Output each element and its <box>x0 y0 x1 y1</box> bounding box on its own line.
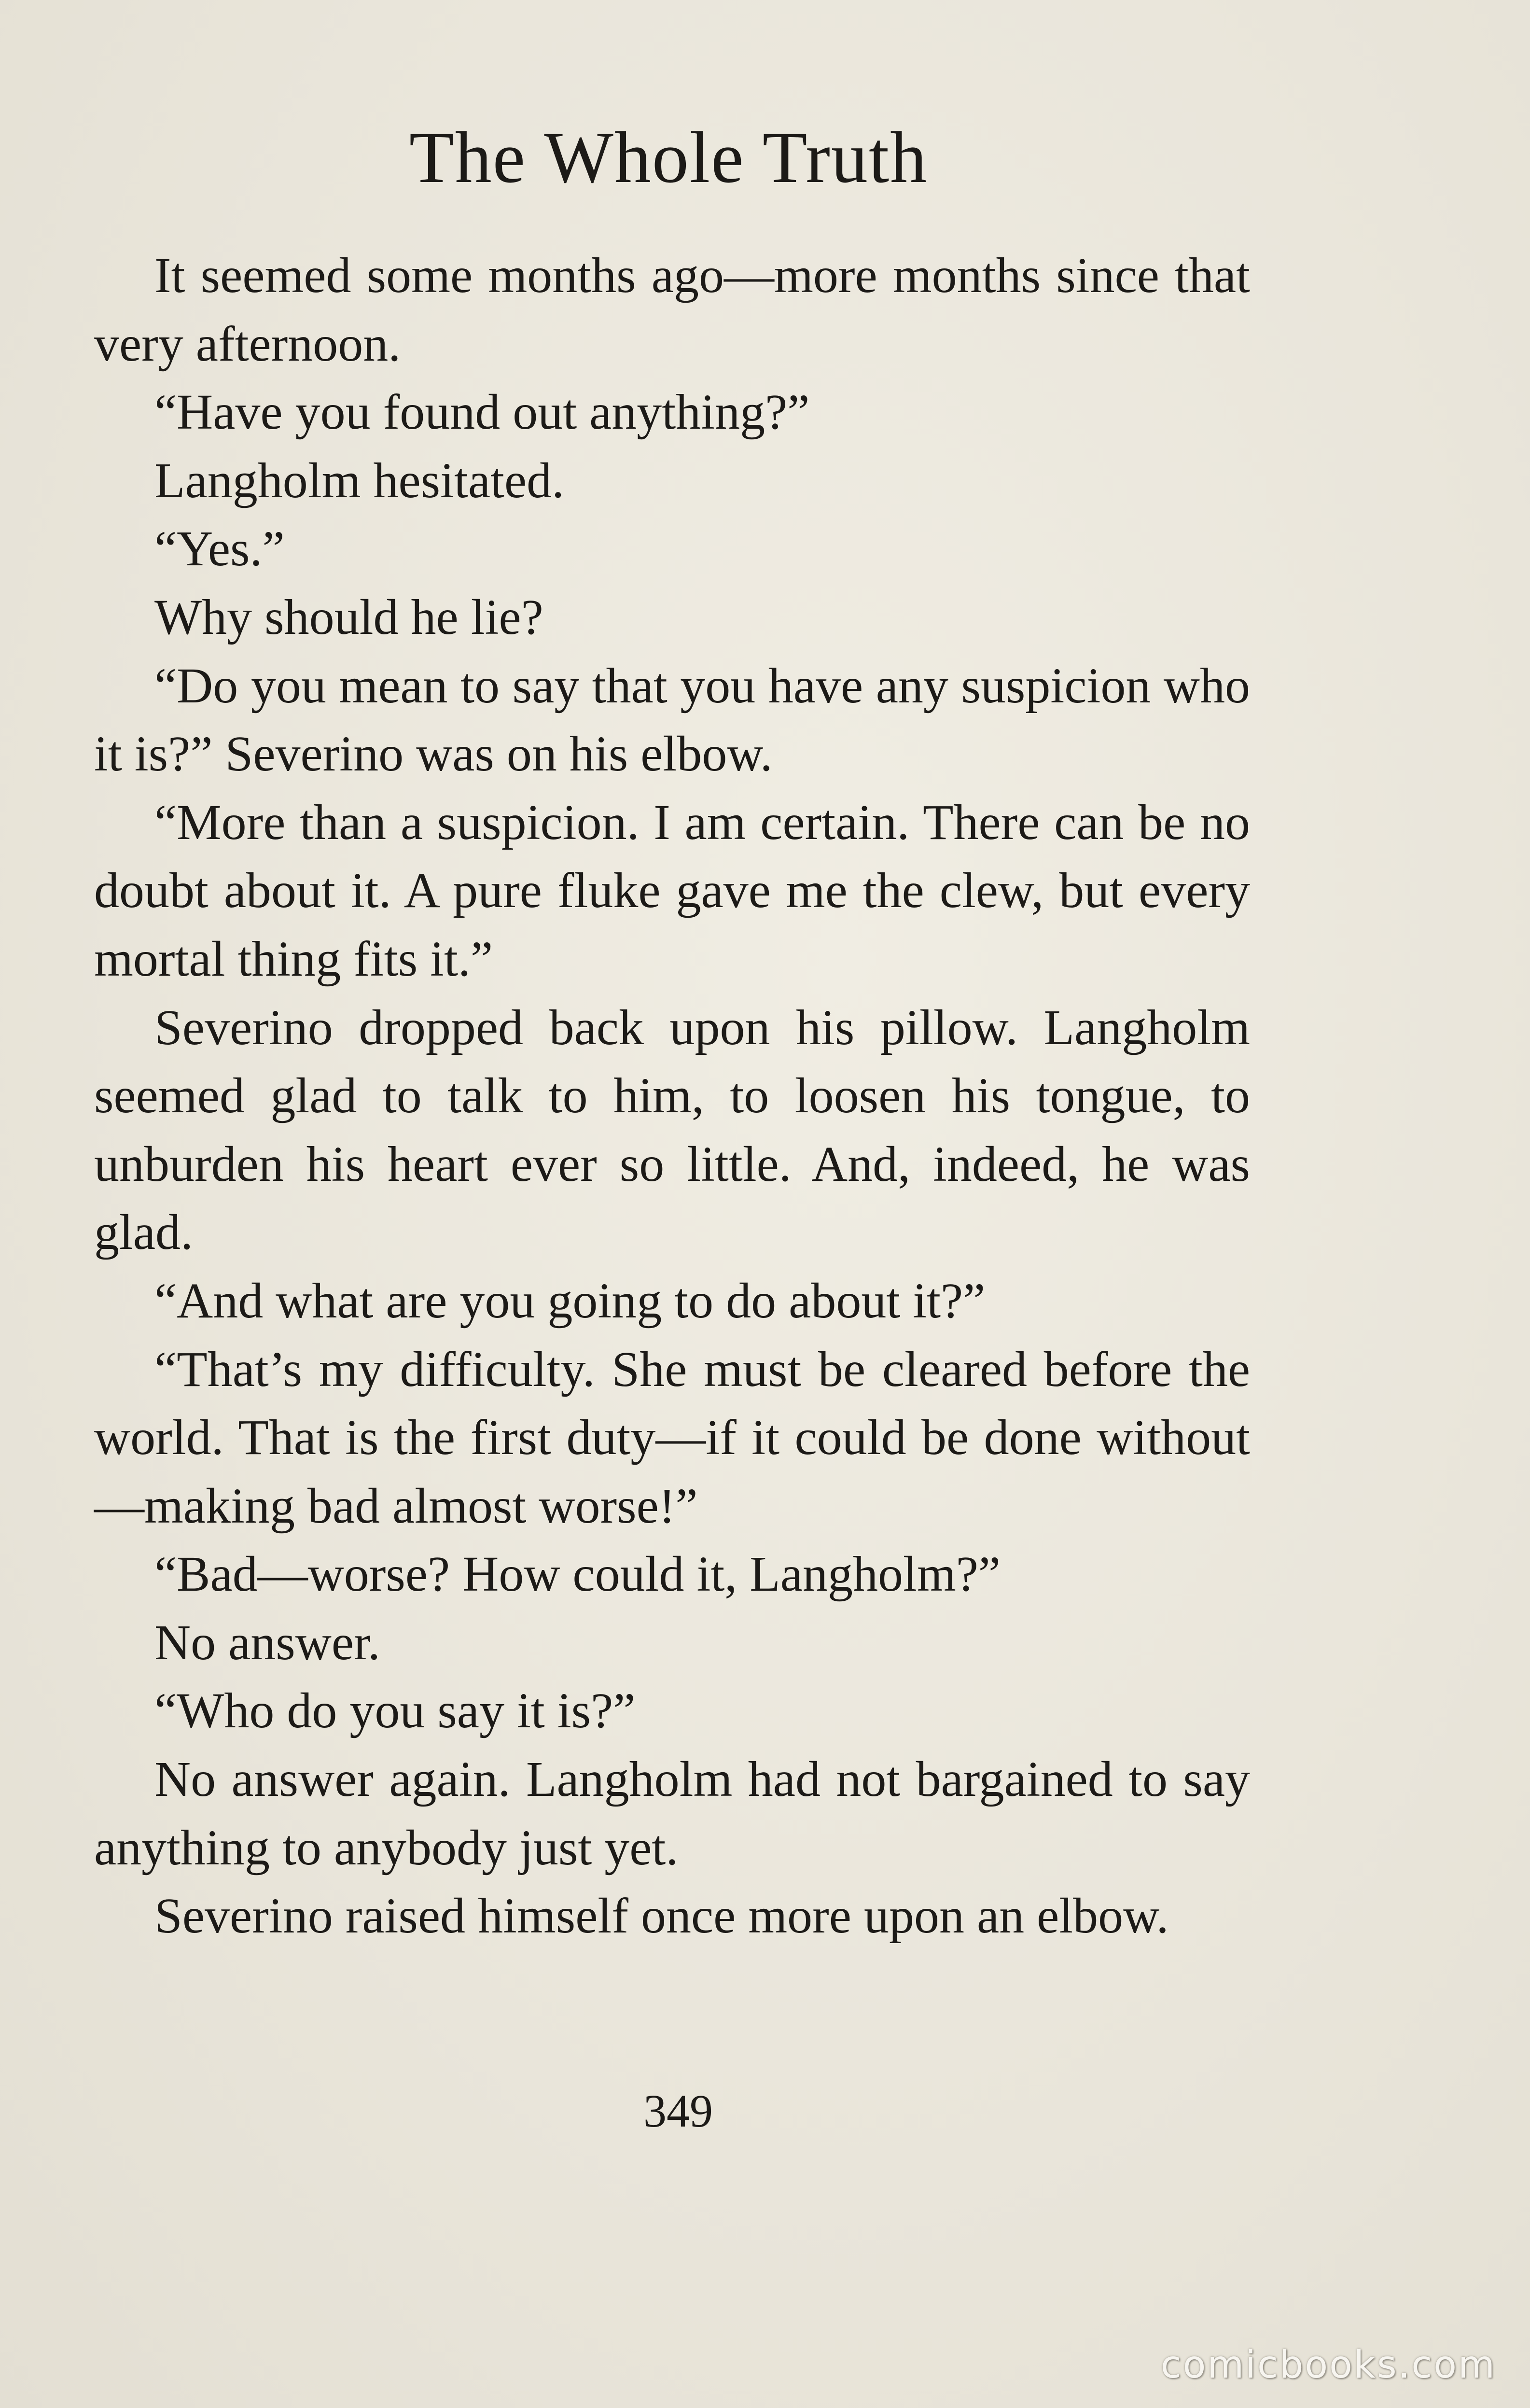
paragraph: Severino raised himself once more upon an elbow. <box>154 1888 1169 1944</box>
paragraph: “That’s my difficulty. She must be cleared before the world. That is the first duty—if it could be done without—making bad almost worse!” <box>94 1341 1250 1534</box>
paragraph: “And what are you going to do about it?” <box>154 1273 986 1329</box>
paragraph: “Yes.” <box>154 521 285 577</box>
paragraph: “More than a suspicion. I am certain. There can be no doubt about it. A pure fluke gave me the clew, but every mortal thing fits it.” <box>94 794 1250 987</box>
paragraph: No answer. <box>154 1614 380 1670</box>
paragraph: Langholm hesitated. <box>154 452 565 508</box>
paragraph: “Have you found out anything?” <box>154 384 810 440</box>
paragraph: It seemed some months ago—more months since that very afternoon. <box>94 248 1250 372</box>
paragraph: No answer again. Langholm had not bargained to say anything to anybody just yet. <box>94 1751 1250 1876</box>
paragraph: Why should he lie? <box>154 589 543 645</box>
paragraph: “Who do you say it is?” <box>154 1683 636 1739</box>
page-number: 349 <box>643 2085 713 2137</box>
paragraph: Severino dropped back upon his pillow. Langholm seemed glad to talk to him, to loosen his tongue, to unburden his heart ever so little. And, indeed, he was glad. <box>94 999 1250 1260</box>
paragraph: “Do you mean to say that you have any suspicion who it is?” Severino was on his elbow. <box>94 658 1250 782</box>
paragraph: “Bad—worse? How could it, Langholm?” <box>154 1546 1001 1602</box>
body-text <box>94 241 1250 1950</box>
running-head: The Whole Truth <box>409 117 928 198</box>
watermark: comicbooks.com <box>1160 2343 1496 2387</box>
